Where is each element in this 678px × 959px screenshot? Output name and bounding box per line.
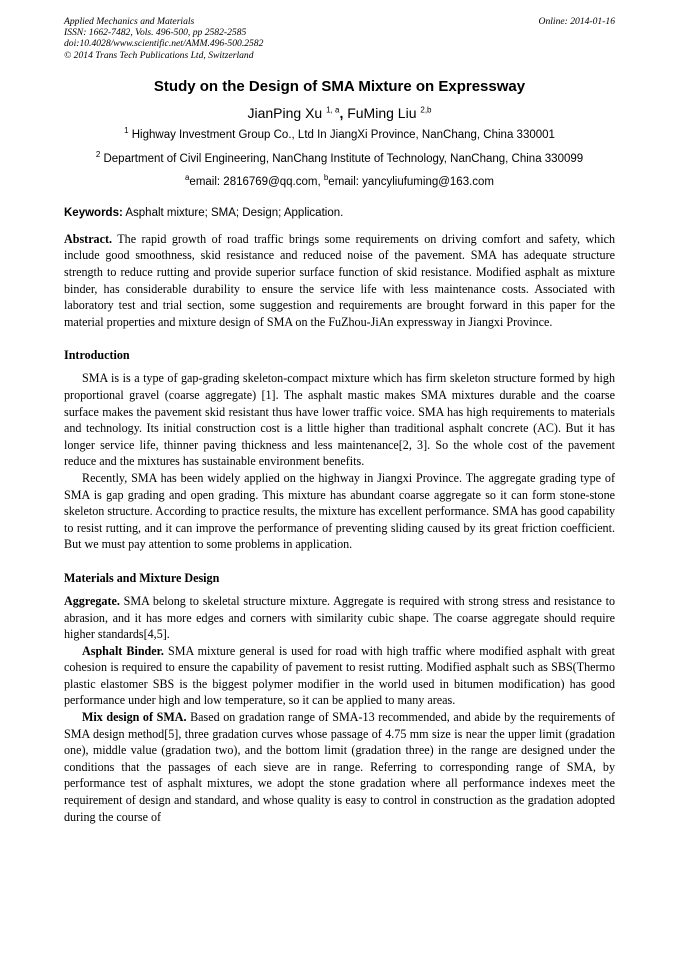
email-line — [64, 172, 615, 190]
paper-title: Study on the Design of SMA Mixture on Expressway — [153, 77, 526, 95]
copyright-line: © 2014 Trans Tech Publications Ltd, Switzerland — [64, 49, 254, 61]
journal-name: Applied Mechanics and Materials — [64, 16, 195, 27]
email-text: email: yancyliufuming@163.com — [328, 175, 495, 188]
affiliation-number: 1 — [124, 125, 129, 135]
affiliation-number: 2 — [95, 149, 101, 159]
keywords-label: Keywords: — [64, 206, 123, 219]
paragraph-aggregate — [64, 593, 615, 643]
doi-line: doi:10.4028/www.scientific.net/AMM.496-500.2582 — [64, 38, 264, 50]
run-in-heading: Aggregate. — [64, 593, 120, 608]
issn-line: ISSN: 1662-7482, Vols. 496-500, pp 2582-2585 — [64, 27, 247, 39]
abstract — [64, 231, 615, 331]
paper-page — [64, 16, 615, 825]
paragraph-mix-design — [64, 709, 615, 825]
affiliation-text: Department of Civil Engineering, NanChang Institute of Technology, NanChang, China 330099 — [103, 152, 584, 165]
paragraph: SMA is is a type of gap-grading skeleton-compact mixture which has firm skeleton structure formed by high proportional gravel (coarse aggregate) [1]. The asphalt mastic makes SMA mixtures durable and the coarse surface makes the pavement skid resistant thus have lower traffic voice. SMA has high requirements to materials and technology. Its initial construction cost is a little higher than traditional asphalt concrete (AC). But it has longer service life, thinner paving thickness and less maintenance[2, 3]. So the whole cost of the pavement reduce and the mixtures has sustainable environment benefits. — [64, 371, 615, 469]
abstract-text: The rapid growth of road traffic brings some requirements on driving comfort and safety, which include good smoothness, skid resistance and reduced noise of the pavement. SMA has adequate structure strength to reduce rutting and provide superior surface function of skid resistance. Modified asphalt as mixture binder, has considerable durability to ensure the service life with less maintenance costs. Associated with laboratory test and trial section, some suggestion and requirements are brought forward in this paper for the material properties and mixture design of SMA on the FuZhou-JiAn expressway in Jiangxi Province. — [64, 231, 615, 329]
affiliation-1 — [64, 125, 615, 143]
paragraph: Recently, SMA has been widely applied on the highway in Jiangxi Province. The aggregate grading type of SMA is gap grading and open grading. This mixture has abundant coarse aggregate so it can form stone-stone skeleton structure. According to practice results, the mixture has excellent performance. SMA has good capability to resist rutting, and it can improve the performance of preventing sliding caused by its great friction coefficient. But we must pay attention to some problems in application. — [64, 470, 615, 552]
author-superscript: 1, a — [326, 105, 340, 115]
author-separator: , — [339, 104, 344, 121]
paragraph-text: SMA mixture general is used for road with high traffic where modified asphalt with great cohesion is required to ensure the capability of pavement to resist rutting. Modified asphalt such as SBS(Thermo plastic elastomer SBS is the biggest polymer modifier in the world used in bitumen modification) has good performance under high and low temperature, so it can be applied to many areas. — [64, 643, 616, 708]
run-in-heading: Asphalt Binder. — [82, 643, 164, 658]
author-name: FuMing Liu — [347, 104, 417, 121]
affiliation-2 — [64, 149, 615, 167]
paragraph-asphalt-binder — [64, 643, 615, 709]
author-superscript: 2,b — [420, 105, 432, 115]
abstract-label: Abstract. — [64, 231, 113, 246]
run-in-heading: Mix design of SMA. — [82, 710, 187, 725]
paragraph-text: Based on gradation range of SMA-13 recommended, and abide by the requirements of SMA design method[5], three gradation curves whose passage of 4.75 mm size is near the upper limit (gradation one), middle value (gradation two), and the bottom limit (gradation three) in the range are designed under the conditions that the passages of each sieve are in range. Referring to corresponding range of SMA, by performance test of asphalt mixtures, we adopt the stone gradation where all performance indexes meet the requirement of design and standard, and whose quality is easy to control in construction as the gradation adopted during the course of — [64, 710, 616, 824]
keywords — [64, 206, 615, 221]
keywords-text: Asphalt mixture; SMA; Design; Application. — [122, 206, 344, 219]
email-superscript: b — [323, 172, 329, 182]
author-name: JianPing Xu — [247, 104, 323, 121]
email-superscript: a — [184, 172, 190, 182]
author-line — [64, 104, 615, 122]
section-heading-introduction: Introduction — [64, 348, 130, 363]
online-date: Online: 2014-01-16 — [538, 16, 615, 27]
paragraph-text: SMA belong to skeletal structure mixture. Aggregate is required with strong stress and resistance to abrasion, and it has more edges and corners with similarity cubic shape. The coarse aggregate should require higher standards[4,5]. — [64, 593, 615, 642]
affiliation-text: Highway Investment Group Co., Ltd In JiangXi Province, NanChang, China 330001 — [131, 128, 555, 141]
email-text: email: 2816769@qq.com, — [189, 175, 324, 188]
section-heading-materials: Materials and Mixture Design — [64, 570, 220, 585]
journal-header — [64, 16, 615, 61]
